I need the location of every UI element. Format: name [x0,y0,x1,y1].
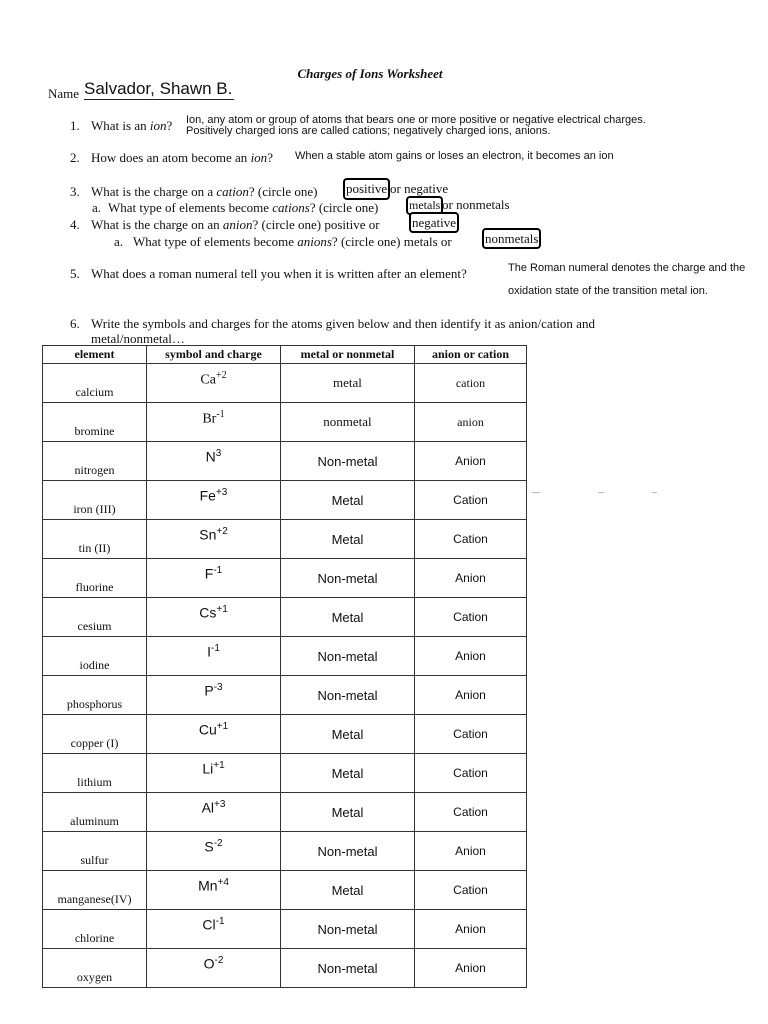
table-row [43,715,527,754]
element-name: sulfur [43,832,147,871]
element-name: tin (II) [43,520,147,559]
element-symbol: Cs [199,604,217,621]
element-name: chlorine [43,910,147,949]
element-symbol: Fe [199,487,216,504]
symbol-and-charge [147,754,281,793]
table-header-row [43,346,527,364]
question-emphasis: ion [149,118,167,133]
element-name: copper (I) [43,715,147,754]
circled-answer: nonmetals [482,228,541,249]
symbol-and-charge [147,910,281,949]
table-row [43,481,527,520]
question-3a [108,200,378,216]
circled-answer: metals [406,196,443,215]
element-name: aluminum [43,793,147,832]
header-metal-nonmetal: metal or nonmetal [281,346,415,364]
stray-mark [532,492,540,493]
ion-charge: +2 [215,370,227,381]
symbol-and-charge [147,559,281,598]
symbol-and-charge [147,442,281,481]
element-name: phosphorus [43,676,147,715]
table-row [43,598,527,637]
question-number: a. [114,234,124,249]
symbol-and-charge [147,676,281,715]
symbol-and-charge [147,871,281,910]
name-label: Name [48,86,80,101]
question-text: ? (circle one) [309,200,379,215]
table-row [43,520,527,559]
element-symbol: Al [201,799,215,816]
ion-charge: -2 [214,955,224,966]
element-symbol: N [205,448,216,465]
question-text: What type of elements become [133,234,298,249]
anion-or-cation: Cation [415,481,527,520]
metal-or-nonmetal: metal [281,364,415,403]
symbol-and-charge [147,793,281,832]
stray-mark [652,492,657,493]
question-3 [91,184,317,200]
anion-or-cation: Anion [415,832,527,871]
question-4 [91,217,380,233]
question-emphasis: anions [297,234,332,249]
question-6: Write the symbols and charges for the atoms given below and then identify it as anion/cation and [91,316,595,331]
question-2 [91,150,273,166]
element-name: fluorine [43,559,147,598]
ion-charge: +3 [214,799,226,810]
option-text: or negative [390,181,449,196]
element-symbol: F [204,565,214,582]
question-text: What is an [91,118,150,133]
ion-charge: -1 [210,643,220,654]
question-1 [91,118,172,134]
answer-5-line-1: The Roman numeral denotes the charge and the [508,262,746,274]
metal-or-nonmetal: Metal [281,871,415,910]
table-row [43,676,527,715]
question-number: 6. [70,316,80,331]
question-6-line-2: metal/nonmetal… [91,331,185,346]
anion-or-cation: Cation [415,871,527,910]
table-row [43,910,527,949]
table-row [43,559,527,598]
answer-2: When a stable atom gains or loses an electron, it becomes an ion [295,150,614,162]
anion-or-cation: Cation [415,793,527,832]
circled-answer: negative [409,212,459,233]
ion-charge: -1 [216,409,225,420]
symbol-and-charge [147,481,281,520]
ions-table [42,345,527,988]
table-row [43,637,527,676]
element-name: manganese(IV) [43,871,147,910]
anion-or-cation: Anion [415,910,527,949]
metal-or-nonmetal: Metal [281,481,415,520]
table-row [43,754,527,793]
element-symbol: Cu [198,721,217,738]
element-name: bromine [43,403,147,442]
question-text: ? (circle one) metals or [331,234,452,249]
ion-charge: +1 [213,760,225,771]
element-symbol: I [207,643,211,660]
question-emphasis: cations [272,200,310,215]
answer-1-line-1: Ion, any atom or group of atoms that bears one or more positive or negative electrical charges. [186,114,646,126]
table-row [43,364,527,403]
ion-charge: +2 [216,526,228,537]
question-text: What type of elements become [108,200,273,215]
answer-1-line-2: Positively charged ions are called cations; negatively charged ions, anions. [186,125,551,137]
ion-charge: +4 [217,877,229,888]
ion-charge: -1 [213,565,223,576]
question-emphasis: cation [216,184,249,199]
anion-or-cation: Anion [415,559,527,598]
question-number: 3. [70,184,80,199]
symbol-and-charge [147,364,281,403]
question-text: What is the charge on a [91,184,217,199]
symbol-and-charge [147,637,281,676]
question-emphasis: ion [250,150,268,165]
question-text: ? [267,150,273,165]
question-number: 4. [70,217,80,232]
ion-charge: -3 [213,682,223,693]
metal-or-nonmetal: Non-metal [281,559,415,598]
symbol-and-charge [147,832,281,871]
metal-or-nonmetal: nonmetal [281,403,415,442]
anion-or-cation: anion [415,403,527,442]
element-name: cesium [43,598,147,637]
anion-or-cation: Cation [415,520,527,559]
question-text: How does an atom become an [91,150,251,165]
metal-or-nonmetal: Metal [281,598,415,637]
table-row [43,832,527,871]
table-row [43,793,527,832]
anion-or-cation: Anion [415,637,527,676]
anion-or-cation: cation [415,364,527,403]
student-name: Salvador, Shawn B. [84,79,233,98]
table-row [43,403,527,442]
question-4a [133,234,452,250]
metal-or-nonmetal: Metal [281,754,415,793]
anion-or-cation: Cation [415,715,527,754]
header-anion-cation: anion or cation [415,346,527,364]
element-symbol: Ca [200,372,216,388]
option-text: or nonmetals [442,197,510,212]
element-symbol: O [203,955,215,972]
symbol-and-charge [147,598,281,637]
element-name: iodine [43,637,147,676]
question-emphasis: anion [222,217,253,232]
anion-or-cation: Anion [415,676,527,715]
header-element: element [43,346,147,364]
question-number: 1. [70,118,80,133]
metal-or-nonmetal: Non-metal [281,637,415,676]
element-symbol: Mn [198,877,218,894]
question-text: What is the charge on an [91,217,223,232]
question-text: ? (circle one) [248,184,318,199]
anion-or-cation: Cation [415,598,527,637]
metal-or-nonmetal: Non-metal [281,442,415,481]
table-row [43,442,527,481]
metal-or-nonmetal: Metal [281,793,415,832]
anion-or-cation: Anion [415,949,527,988]
anion-or-cation: Anion [415,442,527,481]
ion-charge: 3 [215,448,222,459]
circled-answer: positive [343,178,390,200]
ion-charge: +1 [216,721,229,732]
metal-or-nonmetal: Non-metal [281,676,415,715]
element-name: iron (III) [43,481,147,520]
question-number: a. [92,200,102,215]
metal-or-nonmetal: Non-metal [281,832,415,871]
ion-charge: +1 [216,604,228,615]
ion-charge: -1 [215,916,225,927]
symbol-and-charge [147,715,281,754]
metal-or-nonmetal: Metal [281,520,415,559]
question-number: 2. [70,150,80,165]
metal-or-nonmetal: Non-metal [281,949,415,988]
question-text: ? (circle one) positive or [252,217,380,232]
anion-or-cation: Cation [415,754,527,793]
element-symbol: Sn [199,526,217,543]
element-symbol: S [204,838,214,855]
ion-charge: +3 [215,487,228,498]
element-symbol: Li [202,760,214,777]
element-name: lithium [43,754,147,793]
answer-5-line-2: oxidation state of the transition metal ion. [508,285,708,297]
symbol-and-charge [147,520,281,559]
question-number: 5. [70,266,80,281]
stray-mark [598,492,604,493]
metal-or-nonmetal: Metal [281,715,415,754]
element-symbol: Cl [202,916,216,933]
question-5: What does a roman numeral tell you when it is written after an element? [91,266,467,281]
symbol-and-charge [147,949,281,988]
element-name: oxygen [43,949,147,988]
metal-or-nonmetal: Non-metal [281,910,415,949]
question-text: ? [166,118,173,133]
symbol-and-charge [147,403,281,442]
table-row [43,871,527,910]
element-name: calcium [43,364,147,403]
element-name: nitrogen [43,442,147,481]
element-symbol: P [204,682,214,699]
element-symbol: Br [202,411,217,427]
header-symbol-charge: symbol and charge [147,346,281,364]
table-row [43,949,527,988]
ion-charge: -2 [213,838,223,849]
worksheet-title: Charges of Ions Worksheet [297,66,443,81]
